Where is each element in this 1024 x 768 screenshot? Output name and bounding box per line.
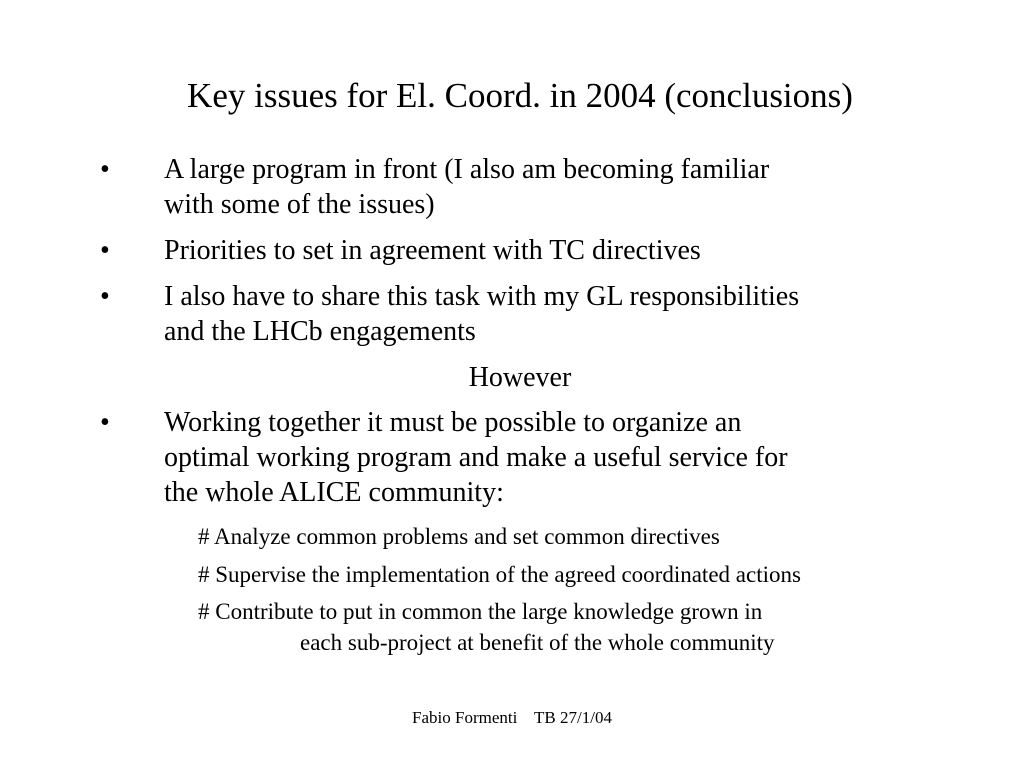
bullet-line: Working together it must be possible to organize an [164,407,742,438]
bullet-line: the whole ALICE community: [164,477,504,508]
sub-item: # Analyze common problems and set common directives [198,524,720,549]
bullet-line: I also have to share this task with my GL responsibilities [164,281,800,312]
bullet-icon: • [100,235,110,266]
bullet-line: with some of the issues) [164,189,435,220]
bullet-icon: • [100,154,110,185]
however-heading: However [468,362,572,393]
bullet-text [164,233,701,268]
footer-author: Fabio Formenti [412,708,518,727]
bullet-text [164,152,769,222]
bullet-line: A large program in front (I also am becoming familiar [164,154,770,185]
bullet-text [164,405,788,510]
sub-item: # Contribute to put in common the large knowledge grown in [198,599,763,624]
bullet-line: Priorities to set in agreement with TC directives [164,235,701,266]
footer-reference: TB 27/1/04 [534,708,612,727]
sub-item-continuation: each sub-project at benefit of the whole community [300,630,775,655]
sub-item: # Supervise the implementation of the agreed coordinated actions [198,562,801,587]
bullet-line: optimal working program and make a useful service for [164,442,788,473]
bullet-line: and the LHCb engagements [164,316,476,347]
bullet-icon: • [100,407,110,438]
footer [0,707,1024,729]
bullet-text [164,279,799,349]
bullet-icon: • [100,281,110,312]
slide-title: Key issues for El. Coord. in 2004 (conclusions) [187,76,853,115]
